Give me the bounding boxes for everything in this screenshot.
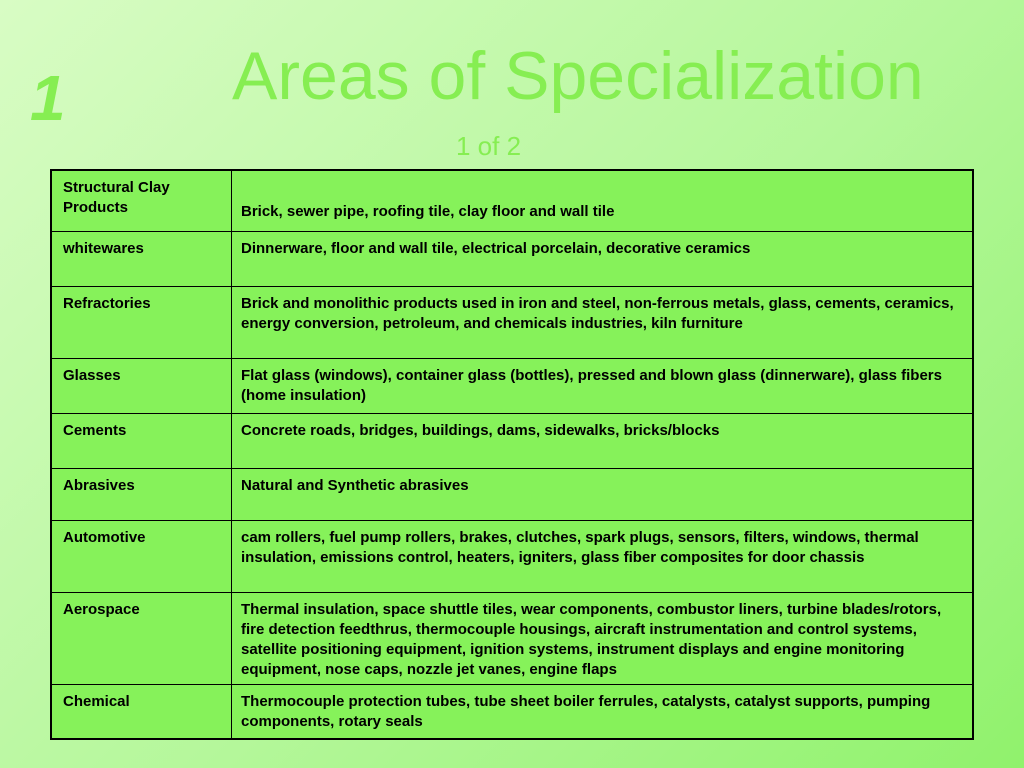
slide-number: 1 [30,62,66,134]
table-row [51,358,973,413]
table-row [51,170,973,231]
area-cell: Glasses [51,358,232,413]
area-cell: Chemical [51,684,232,739]
description-cell: Natural and Synthetic abrasives [232,468,974,520]
table-row [51,286,973,358]
description-cell: cam rollers, fuel pump rollers, brakes, clutches, spark plugs, sensors, filters, windows, thermal insulation, emissions control, heaters, igniters, glass fiber composites for door chassis [232,520,974,592]
table-row [51,592,973,684]
area-cell: Refractories [51,286,232,358]
slide-subtitle: 1 of 2 [456,131,522,161]
specialization-table [50,169,974,740]
area-cell: Cements [51,413,232,468]
description-cell: Concrete roads, bridges, buildings, dams, sidewalks, bricks/blocks [232,413,974,468]
table-row [51,684,973,739]
area-cell: Automotive [51,520,232,592]
description-cell: Thermocouple protection tubes, tube sheet boiler ferrules, catalysts, catalyst supports, pumping components, rotary seals [232,684,974,739]
description-cell: Flat glass (windows), container glass (bottles), pressed and blown glass (dinnerware), glass fibers (home insulation) [232,358,974,413]
table-row [51,413,973,468]
table-row [51,468,973,520]
slide-title: Areas of Specialization [232,38,924,114]
area-cell: Structural Clay Products [51,170,232,231]
area-cell: Abrasives [51,468,232,520]
description-cell: Brick and monolithic products used in iron and steel, non-ferrous metals, glass, cements, ceramics, energy conversion, petroleum, and chemicals industries, kiln furniture [232,286,974,358]
area-cell: whitewares [51,231,232,286]
table-row [51,231,973,286]
description-cell: Thermal insulation, space shuttle tiles, wear components, combustor liners, turbine blades/rotors, fire detection feedthrus, thermocouple housings, aircraft instrumentation and control systems, satellite positioning equipment, ignition systems, instrument displays and engine monitoring equipment, nose caps, nozzle jet vanes, engine flaps [232,592,974,684]
area-cell: Aerospace [51,592,232,684]
description-cell: Brick, sewer pipe, roofing tile, clay floor and wall tile [232,170,974,231]
description-cell: Dinnerware, floor and wall tile, electrical porcelain, decorative ceramics [232,231,974,286]
table-row [51,520,973,592]
